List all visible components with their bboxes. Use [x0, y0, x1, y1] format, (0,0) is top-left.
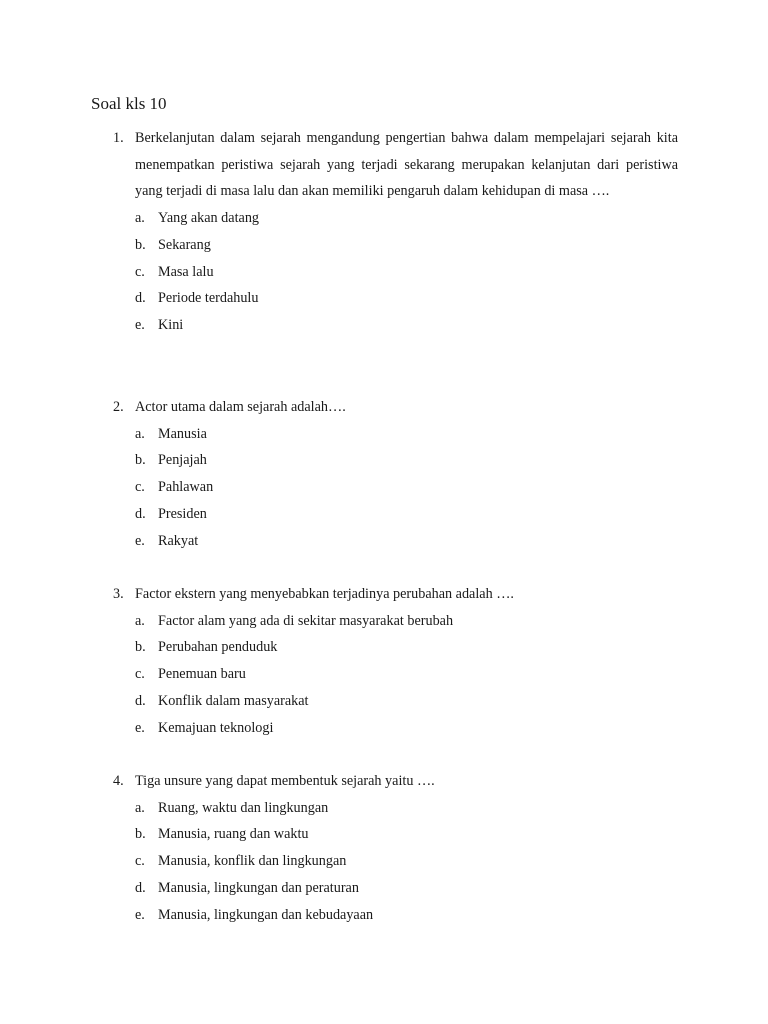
- option-item: [135, 902, 678, 929]
- question-text: Factor ekstern yang menyebabkan terjadinya perubahan adalah ….: [135, 586, 514, 602]
- option-item: [135, 447, 678, 474]
- option-letter: a.: [135, 799, 145, 816]
- option-text: Kemajuan teknologi: [158, 719, 274, 736]
- option-list: [113, 608, 678, 742]
- option-item: [135, 312, 678, 339]
- option-letter: b.: [135, 826, 146, 843]
- option-text: Yang akan datang: [158, 210, 260, 227]
- question-number: 4.: [113, 773, 124, 789]
- option-letter: a.: [135, 210, 145, 227]
- question-text: Tiga unsure yang dapat membentuk sejarah yaitu ….: [135, 773, 435, 789]
- option-item: [135, 205, 678, 232]
- question-stem: [113, 581, 678, 608]
- option-letter: e.: [135, 316, 145, 333]
- option-letter: d.: [135, 505, 146, 522]
- option-letter: c.: [135, 853, 145, 870]
- question-number: 3.: [113, 586, 124, 602]
- option-text: Manusia: [158, 425, 207, 442]
- question-stem: [113, 768, 678, 795]
- option-text: Kini: [158, 316, 184, 333]
- option-letter: e.: [135, 719, 145, 736]
- option-letter: b.: [135, 452, 146, 469]
- option-letter: e.: [135, 532, 145, 549]
- question-text: Actor utama dalam sejarah adalah….: [135, 399, 346, 415]
- option-letter: a.: [135, 612, 145, 629]
- option-letter: c.: [135, 666, 145, 683]
- question-2: [113, 394, 678, 554]
- option-text: Manusia, konflik dan lingkungan: [158, 853, 347, 870]
- option-letter: e.: [135, 906, 145, 923]
- question-number: 2.: [113, 399, 124, 415]
- option-text: Manusia, lingkungan dan peraturan: [158, 879, 359, 896]
- option-text: Manusia, ruang dan waktu: [158, 826, 309, 843]
- option-letter: c.: [135, 263, 145, 280]
- option-text: Sekarang: [158, 236, 211, 253]
- option-item: [135, 608, 678, 635]
- option-item: [135, 232, 678, 259]
- option-text: Masa lalu: [158, 263, 214, 280]
- option-letter: d.: [135, 290, 146, 307]
- option-text: Perubahan penduduk: [158, 639, 278, 656]
- question-text: Berkelanjutan dalam sejarah mengandung pengertian bahwa dalam mempelajari sejarah kita menempatkan peristiwa sejarah yang terjadi sekarang merupakan kelanjutan dari peristiwa yang terjadi di masa lalu dan akan memiliki pengaruh dalam kehidupan di masa ….: [135, 130, 678, 200]
- option-item: [135, 528, 678, 555]
- question-4: [113, 768, 678, 928]
- option-item: [135, 795, 678, 822]
- option-item: [135, 688, 678, 715]
- option-letter: c.: [135, 479, 145, 496]
- option-letter: a.: [135, 425, 145, 442]
- question-number: 1.: [113, 130, 124, 146]
- option-item: [135, 634, 678, 661]
- question-3: [113, 581, 678, 741]
- option-letter: b.: [135, 639, 146, 656]
- question-stem: [113, 125, 678, 205]
- option-item: [135, 715, 678, 742]
- option-item: [135, 875, 678, 902]
- option-item: [135, 285, 678, 312]
- option-item: [135, 848, 678, 875]
- option-item: [135, 661, 678, 688]
- option-text: Manusia, lingkungan dan kebudayaan: [158, 906, 374, 923]
- option-list: [113, 795, 678, 929]
- document-title: Soal kls 10: [91, 94, 167, 113]
- option-item: [135, 501, 678, 528]
- option-item: [135, 259, 678, 286]
- option-text: Presiden: [158, 505, 207, 522]
- question-1: [113, 125, 678, 339]
- option-item: [135, 421, 678, 448]
- option-text: Penemuan baru: [158, 666, 246, 683]
- option-list: [113, 205, 678, 339]
- question-stem: [113, 394, 678, 421]
- option-text: Factor alam yang ada di sekitar masyarakat berubah: [158, 612, 454, 629]
- option-text: Konflik dalam masyarakat: [158, 692, 309, 709]
- option-item: [135, 821, 678, 848]
- option-text: Penjajah: [158, 452, 207, 469]
- option-letter: d.: [135, 879, 146, 896]
- option-list: [113, 421, 678, 555]
- option-text: Periode terdahulu: [158, 290, 259, 307]
- option-text: Rakyat: [158, 532, 199, 549]
- option-letter: b.: [135, 236, 146, 253]
- option-item: [135, 474, 678, 501]
- option-text: Ruang, waktu dan lingkungan: [158, 799, 329, 816]
- option-letter: d.: [135, 692, 146, 709]
- option-text: Pahlawan: [158, 479, 214, 496]
